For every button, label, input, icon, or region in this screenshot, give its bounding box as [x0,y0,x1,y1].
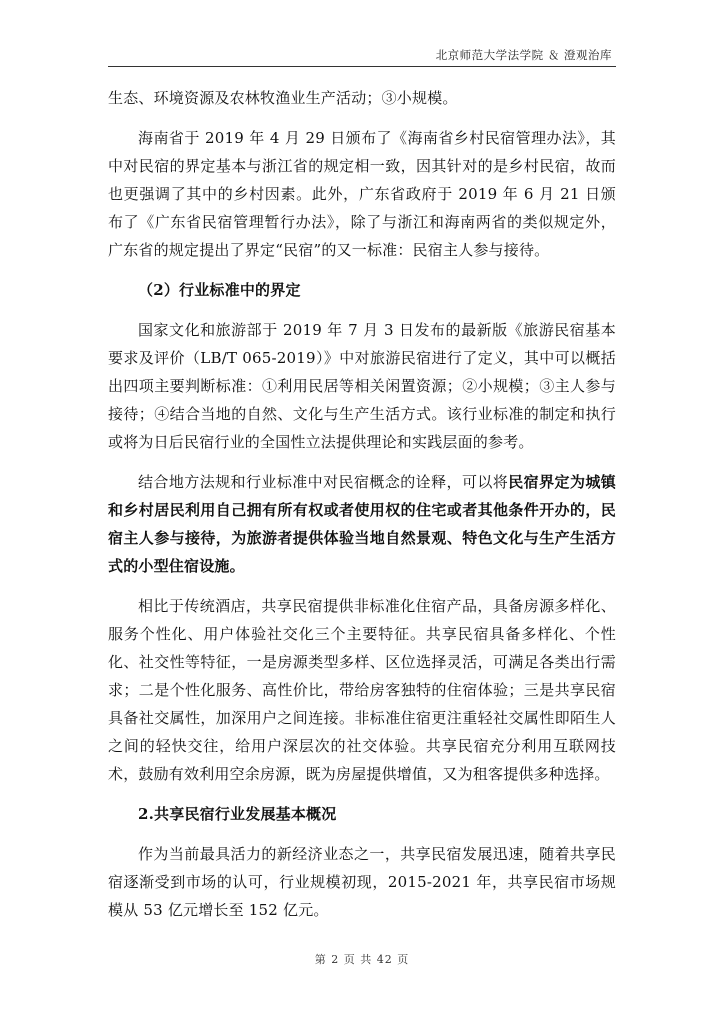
page-footer: 第 2 页 共 42 页 [314,953,410,966]
section-heading-overview: 2.共享民宿行业发展基本概况 [138,805,337,823]
header-text: 北京师范大学法学院 ＆ 澄观治库 [435,48,612,62]
paragraph-market-size: 作为当前最具活力的新经济业态之一，共享民宿发展迅速，随着共享民宿逐渐受到市场的认可，行业规模初现，2015-2021 年，共享民宿市场规模从 53 亿元增长至 152 亿元。 [108,845,616,919]
paragraph-hainan-guangdong: 海南省于 2019 年 4 月 29 日颁布了《海南省乡村民宿管理办法》，其中对民宿的界定基本与浙江省的规定相一致，因其针对的是乡村民宿，故而也更强调了其中的乡村因素。此外，广东省政府于 2019 年 6 月 21 日颁布了《广东省民宿管理暂行办法》，除了与浙江和海南两省的类似规定外，广东省的规定提出了界定“民宿”的又一标准：民宿主人参与接待。 [108,129,616,259]
section-heading-industry-standard: （2）行业标准中的界定 [138,281,301,299]
document-body [108,84,616,924]
paragraph-definition [108,468,616,580]
definition-bold: 民宿界定为城镇和乡村居民利用自己拥有所有权或者使用权的住宅或者其他条件开办的，民宿主人参与接待，为旅游者提供体验当地自然景观、特色文化与生产生活方式的小型住宿设施。 [108,473,616,575]
paragraph-industry-standard: 国家文化和旅游部于 2019 年 7 月 3 日发布的最新版《旅游民宿基本要求及评价（LB/T 065-2019）》中对旅游民宿进行了定义，其中可以概括出四项主要判断标准：①利用民居等相关闲置资源；②小规模；③主人参与接待；④结合当地的自然、文化与生产生活方式。该行业标准的制定和执行或将为日后民宿行业的全国性立法提供理论和实践层面的参考。 [108,321,616,451]
definition-lead: 结合地方法规和行业标准中对民宿概念的诠释，可以将 [138,473,509,491]
paragraph-continued: 生态、环境资源及农林牧渔业生产活动；③小规模。 [108,89,458,107]
paragraph-features: 相比于传统酒店，共享民宿提供非标准化住宿产品，具备房源多样化、服务个性化、用户体验社交化三个主要特征。共享民宿具备多样化、个性化、社交性等特征，一是房源类型多样、区位选择灵活，可满足各类出行需求；二是个性化服务、高性价比，带给房客独特的住宿体验；三是共享民宿具备社交属性，加深用户之间连接。非标准住宿更注重轻社交属性即陌生人之间的轻快交往，给用户深层次的社交体验。共享民宿充分利用互联网技术，鼓励有效利用空余房源，既为房屋提供增值，又为租客提供多种选择。 [108,597,616,783]
page-header [108,44,616,67]
